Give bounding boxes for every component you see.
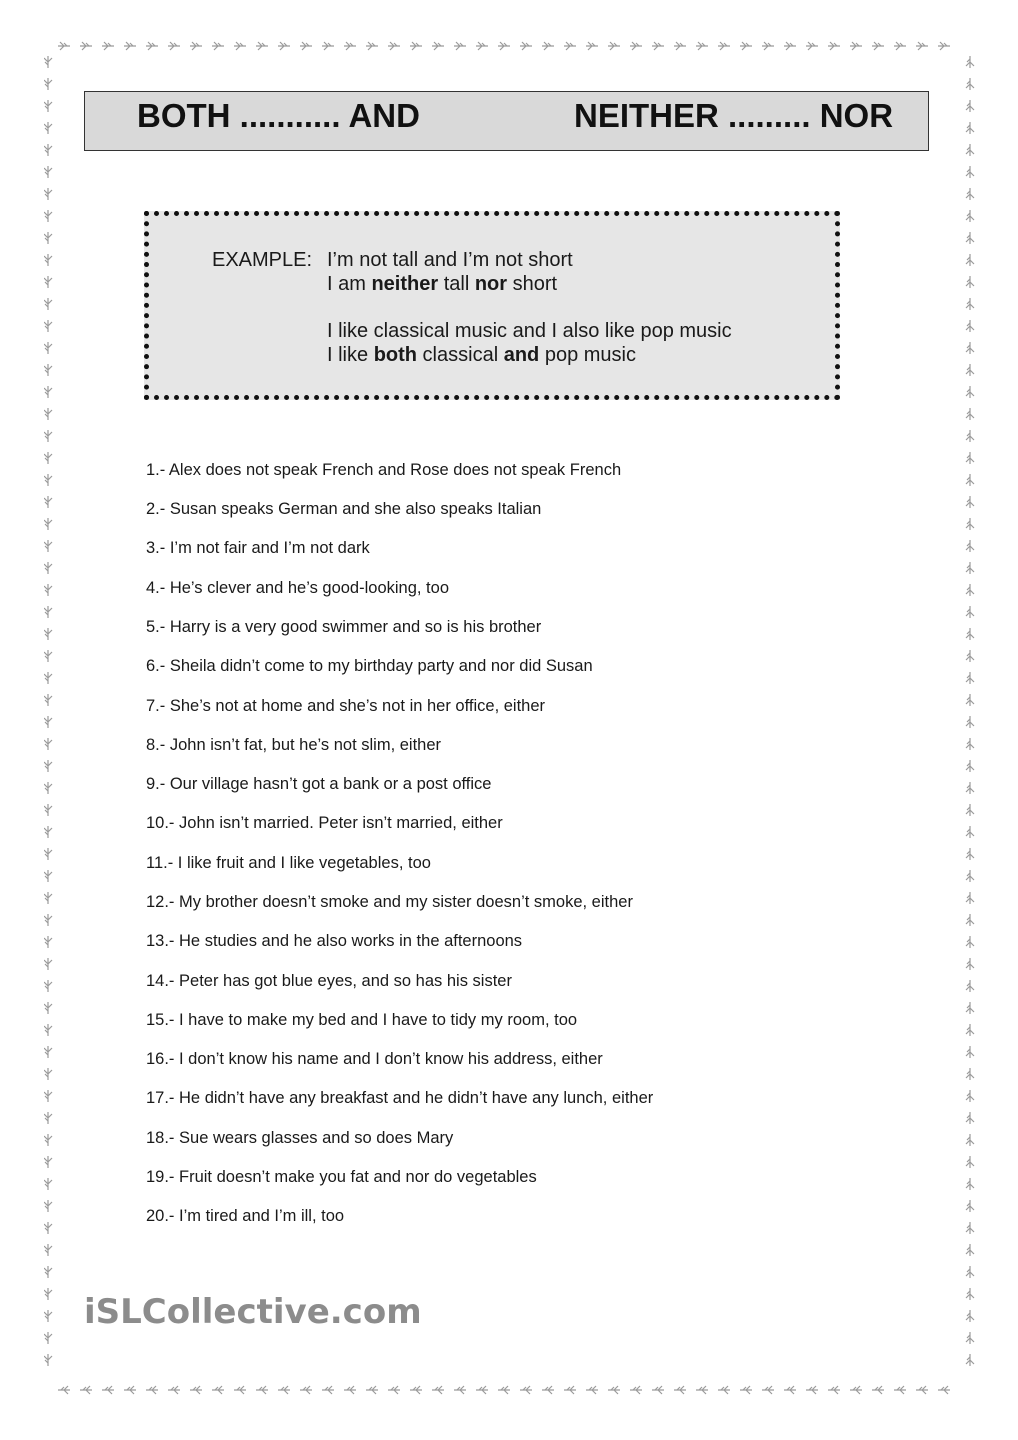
example-line-4-bold-both: both bbox=[373, 344, 417, 366]
title-bar bbox=[84, 91, 929, 151]
example-line-4-bold-and: and bbox=[503, 344, 540, 366]
example-line-2-bold-neither: neither bbox=[371, 273, 439, 295]
exercise-item: 18.- Sue wears glasses and so does Mary bbox=[146, 1129, 454, 1147]
exercise-item: 17.- He didn’t have any breakfast and he didn’t have any lunch, either bbox=[146, 1089, 654, 1107]
exercise-item: 19.- Fruit doesn’t make you fat and nor do vegetables bbox=[146, 1168, 537, 1186]
example-line-2-bold-nor: nor bbox=[474, 273, 508, 295]
islcollective-logo: iSLCollective.com bbox=[84, 1292, 422, 1332]
example-line-1: I’m not tall and I’m not short bbox=[327, 249, 573, 271]
exercise-item: 1.- Alex does not speak French and Rose does not speak French bbox=[146, 461, 622, 479]
exercise-item: 6.- Sheila didn’t come to my birthday party and nor did Susan bbox=[146, 657, 593, 675]
exercise-item: 14.- Peter has got blue eyes, and so has his sister bbox=[146, 972, 512, 990]
example-line-2-post: short bbox=[507, 273, 558, 295]
example-line-2-mid: tall bbox=[438, 273, 475, 295]
exercise-item: 2.- Susan speaks German and she also speaks Italian bbox=[146, 500, 542, 518]
example-line-3: I like classical music and I also like pop music bbox=[327, 320, 732, 342]
exercise-item: 11.- I like fruit and I like vegetables, too bbox=[146, 854, 431, 872]
title-both-and: BOTH ........... AND bbox=[137, 97, 420, 134]
example-line-4-post: pop music bbox=[539, 344, 636, 366]
exercise-item: 13.- He studies and he also works in the afternoons bbox=[146, 932, 523, 950]
exercise-item: 8.- John isn’t fat, but he’s not slim, either bbox=[146, 736, 442, 754]
exercise-item: 4.- He’s clever and he’s good-looking, too bbox=[146, 579, 449, 597]
example-line-2 bbox=[327, 273, 557, 296]
exercise-item: 3.- I’m not fair and I’m not dark bbox=[146, 539, 370, 557]
exercise-item: 7.- She’s not at home and she’s not in her office, either bbox=[146, 697, 546, 715]
example-line-4-pre: I like bbox=[327, 344, 374, 366]
exercise-item: 5.- Harry is a very good swimmer and so is his brother bbox=[146, 618, 542, 636]
exercise-item: 15.- I have to make my bed and I have to tidy my room, too bbox=[146, 1011, 578, 1029]
title-neither-nor: NEITHER ......... NOR bbox=[574, 97, 894, 134]
exercise-item: 16.- I don’t know his name and I don’t know his address, either bbox=[146, 1050, 603, 1068]
exercise-item: 10.- John isn’t married. Peter isn’t married, either bbox=[146, 814, 503, 832]
example-box bbox=[144, 211, 840, 400]
exercise-item: 20.- I’m tired and I’m ill, too bbox=[146, 1207, 345, 1225]
example-line-4 bbox=[327, 344, 636, 367]
example-line-4-mid: classical bbox=[417, 344, 504, 366]
example-label: EXAMPLE: bbox=[212, 249, 313, 271]
exercise-item: 12.- My brother doesn’t smoke and my sister doesn’t smoke, either bbox=[146, 893, 633, 911]
example-line-2-pre: I am bbox=[327, 273, 372, 295]
exercise-item: 9.- Our village hasn’t got a bank or a post office bbox=[146, 775, 492, 793]
